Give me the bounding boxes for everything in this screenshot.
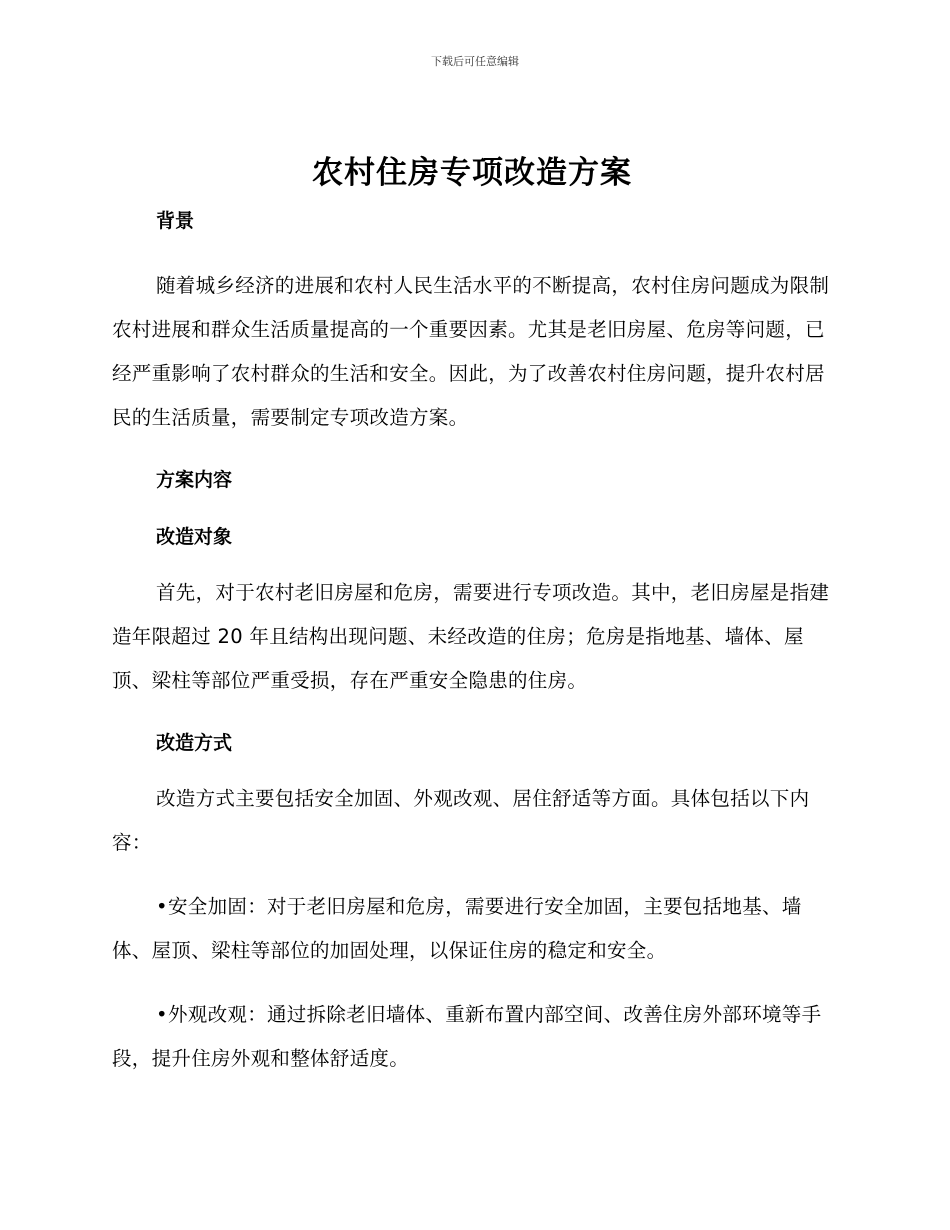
target-paragraph: 首先，对于农村老旧房屋和危房，需要进行专项改造。其中，老旧房屋是指建造年限超过 20 年且结构出现问题、未经改造的住房；危房是指地基、墙体、屋顶、梁柱等部位严重受损，存在严重安全隐患的住房。 [112,581,830,692]
section-heading-method: 改造方式 [156,732,233,754]
bullet-icon: • [156,1003,168,1026]
document-body [112,150,832,1081]
bullet-text: 安全加固：对于老旧房屋和危房，需要进行安全加固，主要包括地基、墙体、屋顶、梁柱等部位的加固处理，以保证住房的稳定和安全。 [112,895,802,962]
background-paragraph: 随着城乡经济的进展和农村人民生活水平的不断提高，农村住房问题成为限制农村进展和群众生活质量提高的一个重要因素。尤其是老旧房屋、危房等问题，已经严重影响了农村群众的生活和安全。因此，为了改善农村住房问题，提升农村居民的生活质量，需要制定专项改造方案。 [112,274,830,429]
bullet-text: 外观改观：通过拆除老旧墙体、重新布置内部空间、改善住房外部环境等手段，提升住房外观和整体舒适度。 [112,1003,822,1070]
bullet-icon: • [156,895,168,918]
section-heading-plan: 方案内容 [156,469,233,491]
page-header: 下载后可任意编辑 [431,55,519,68]
bullet-item [112,993,832,1081]
section-heading-background: 背景 [156,210,195,232]
bullet-item [112,885,832,973]
method-paragraph: 改造方式主要包括安全加固、外观改观、居住舒适等方面。具体包括以下内容： [112,787,810,854]
section-heading-target: 改造对象 [156,526,233,548]
document-title: 农村住房专项改造方案 [312,155,632,191]
